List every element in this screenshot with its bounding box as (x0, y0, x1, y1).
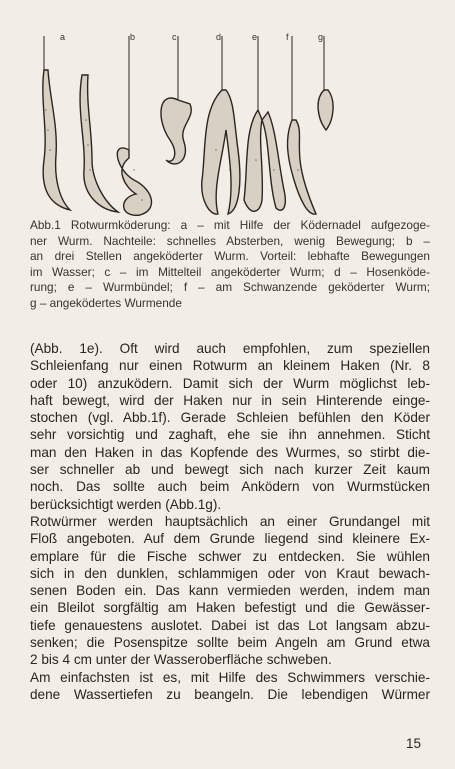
body-line: tiefe genauestens auslotet. Dabei ist das Lot langsam abzu- (30, 617, 430, 633)
body-line: Floß angeboten. Auf dem Grunde liegend sind kleinere Ex- (30, 531, 430, 547)
body-line: ser schneller ab und bewegt sich nach kurzer Zeit kaum (30, 462, 430, 478)
worm-a (43, 70, 70, 210)
worm-c (161, 98, 191, 164)
caption-line: im Wasser; c – im Mittelteil angeköderter Wurm; d – Hosenköde- (30, 264, 430, 279)
body-line: senken; die Posenspitze sollte beim Angeln am Grund etwa (30, 635, 430, 651)
worm-d (202, 90, 240, 214)
caption-line: g – angeködertes Wurmende (30, 295, 182, 310)
body-line: haft bewegt, wird der Haken nur in sein Hinterende einge- (30, 392, 430, 408)
body-line: man den Haken in das Kopfende des Wurmes, so stirbt die- (30, 444, 430, 460)
caption-line: an drei Stellen angeköderter Wurm. Vorteil: lebhafte Bewegungen (30, 249, 430, 264)
figure-label-c: c (172, 32, 177, 42)
body-line: Schleienfang nur einen Rotwurm an kleinem Haken (Nr. 8 (30, 358, 430, 374)
body-line: 2 bis 4 cm unter der Wasseroberfläche schweben. (30, 652, 332, 668)
figure-label-b: b (130, 32, 136, 42)
worm-drawings (30, 30, 430, 218)
body-line: stochen (vgl. Abb.1f). Gerade Schleien befühlen den Köder (30, 410, 430, 426)
body-line: Am einfachsten ist es, mit Hilfe des Schwimmers verschie- (30, 669, 430, 685)
worm-f (288, 120, 316, 214)
body-line: emplare für die Fische schwer zu entdecken. Sie wühlen (30, 548, 430, 564)
body-line: dene Wassertiefen zu beangeln. Die lebendigen Würmer (30, 686, 430, 702)
body-line: Rotwürmer werden hauptsächlich an einer Grundangel mit (30, 513, 430, 529)
page-number: 15 (405, 736, 421, 751)
figure-label-d: d (216, 32, 222, 42)
worm-e1 (244, 110, 262, 211)
worm-e2 (262, 112, 285, 210)
body-line: noch. Das sollte auch beim Anködern von Wurmstücken (30, 479, 430, 495)
worm-b (117, 148, 151, 215)
caption-line: Abb.1 Rotwurmköderung: a – mit Hilfe der Ködernadel aufgezoge- (30, 218, 430, 232)
body-line: senen Boden ein. Das kann vermieden werden, indem man (30, 583, 430, 599)
body-line: (Abb. 1e). Oft wird auch empfohlen, zum speziellen (30, 341, 430, 356)
figure-label-f: f (286, 32, 289, 42)
figure-label-g: g (318, 32, 324, 42)
figure-label-a: a (60, 32, 66, 42)
figure-label-e: e (252, 32, 258, 42)
body-line: sich in den dunklen, schlammigen oder von Kraut bewach- (30, 565, 430, 581)
body-line: berücksichtigt werden (Abb.1g). (30, 496, 222, 512)
worm-baiting-illustration (30, 30, 430, 218)
body-line: oder 10) anzuködern. Damit sich der Wurm möglichst leb- (30, 375, 430, 391)
worm-a2 (80, 75, 118, 212)
worm-g (318, 90, 333, 130)
body-text (30, 340, 430, 703)
body-line: sehr vorsichtig und zaghaft, ehe sie ihn annehmen. Sticht (30, 427, 430, 443)
caption-line: rung; e – Wurmbündel; f – am Schwanzende geköderter Wurm; (30, 280, 430, 295)
caption-line: ner Wurm. Nachteile: schnelles Absterben, wenig Bewegung; b – (30, 233, 430, 248)
body-line: ein Bleilot sorgfältig am Haken befestigt und die Gewässer- (30, 600, 430, 616)
figure-caption (30, 218, 430, 312)
